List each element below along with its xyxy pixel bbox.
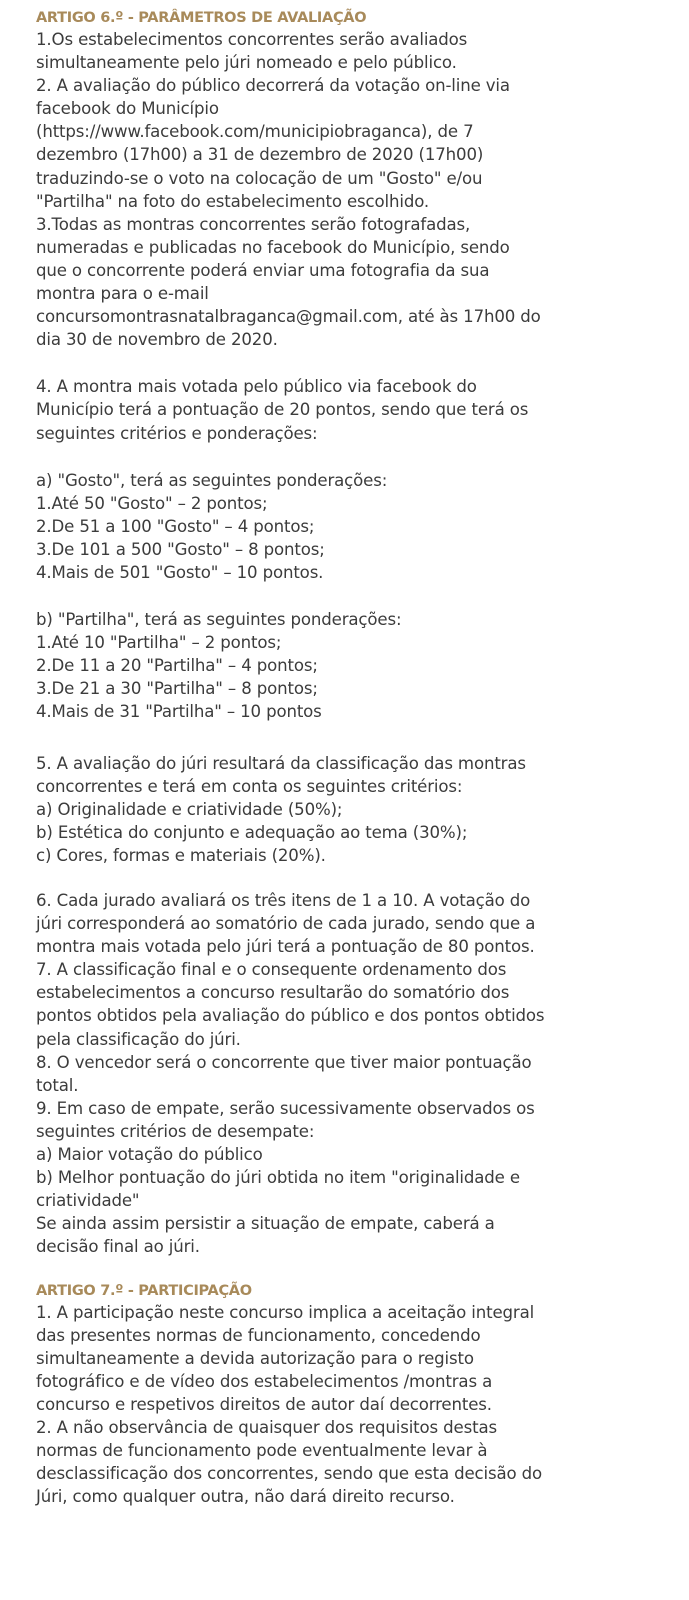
text-line: 3.Todas as montras concorrentes serão fotografadas, bbox=[36, 214, 471, 234]
spacer bbox=[36, 445, 676, 469]
list-item: b) "Partilha", terá as seguintes ponderações: bbox=[36, 610, 402, 630]
email-line: concursomontrasnatalbraganca@gmail.com, até às 17h00 do bbox=[36, 307, 541, 327]
spacer bbox=[36, 724, 676, 752]
text-line: Júri, como qualquer outra, não dará direito recurso. bbox=[36, 1487, 455, 1507]
spacer bbox=[36, 1259, 676, 1281]
text-line: 6. Cada jurado avaliará os três itens de 1 a 10. A votação do bbox=[36, 891, 531, 910]
text-line: montra mais votada pelo júri terá a pontuação de 80 pontos. bbox=[36, 937, 535, 957]
text-line: criatividade" bbox=[36, 1191, 140, 1211]
partilha-criteria-list bbox=[36, 608, 676, 723]
text-line: 5. A avaliação do júri resultará da classificação das montras bbox=[36, 753, 526, 773]
list-item: 3.De 21 a 30 "Partilha" – 8 pontos; bbox=[36, 679, 318, 699]
article-6-paragraph-6-9 bbox=[36, 889, 676, 1259]
article-7-paragraphs bbox=[36, 1301, 676, 1509]
spacer bbox=[36, 351, 676, 375]
text-line: facebook do Município bbox=[36, 99, 219, 119]
text-line: montra para o e-mail bbox=[36, 284, 209, 304]
text-line: 1.Os estabelecimentos concorrentes serão avaliados bbox=[36, 30, 468, 49]
article-7-heading: ARTIGO 7.º - PARTICIPAÇÃO bbox=[36, 1282, 252, 1299]
list-item: b) Melhor pontuação do júri obtida no item "originalidade e bbox=[36, 1168, 520, 1188]
text-line: das presentes normas de funcionamento, concedendo bbox=[36, 1325, 481, 1345]
document-body bbox=[36, 8, 676, 1508]
text-line: dezembro (17h00) a 31 de dezembro de 2020 (17h00) bbox=[36, 145, 484, 165]
text-line: dia 30 de novembro de 2020. bbox=[36, 330, 278, 350]
text-line: "Partilha" na foto do estabelecimento escolhido. bbox=[36, 191, 430, 211]
list-item: 3.De 101 a 500 "Gosto" – 8 pontos; bbox=[36, 539, 325, 559]
text-line: que o concorrente poderá enviar uma fotografia da sua bbox=[36, 260, 490, 280]
list-item: 4.Mais de 501 "Gosto" – 10 pontos. bbox=[36, 562, 324, 582]
list-item: 4.Mais de 31 "Partilha" – 10 pontos bbox=[36, 702, 322, 722]
list-item: 1.Até 10 "Partilha" – 2 pontos; bbox=[36, 633, 282, 653]
article-6-paragraph-5 bbox=[36, 752, 676, 867]
text-line: estabelecimentos a concurso resultarão do somatório dos bbox=[36, 983, 510, 1003]
text-line: concurso e respetivos direitos de autor daí decorrentes. bbox=[36, 1394, 492, 1414]
text-line: concorrentes e terá em conta os seguintes critérios: bbox=[36, 776, 463, 796]
text-line: 1. A participação neste concurso implica a aceitação integral bbox=[36, 1302, 535, 1322]
list-item: 2.De 11 a 20 "Partilha" – 4 pontos; bbox=[36, 656, 318, 676]
text-line: 2. A avaliação do público decorrerá da votação on-line via bbox=[36, 76, 510, 96]
text-line: fotográfico e de vídeo dos estabelecimentos /montras a bbox=[36, 1371, 493, 1391]
gosto-criteria-list bbox=[36, 469, 676, 584]
text-line: Se ainda assim persistir a situação de empate, caberá a bbox=[36, 1214, 495, 1234]
text-line: pontos obtidos pela avaliação do público e dos pontos obtidos bbox=[36, 1006, 545, 1026]
text-line: seguintes critérios de desempate: bbox=[36, 1121, 315, 1141]
text-line: pela classificação do júri. bbox=[36, 1029, 241, 1049]
text-line: 9. Em caso de empate, serão sucessivamente observados os bbox=[36, 1098, 535, 1118]
article-6-paragraph-4 bbox=[36, 375, 676, 444]
text-line: total. bbox=[36, 1075, 79, 1095]
text-line: 2. A não observância de quaisquer dos requisitos destas bbox=[36, 1417, 497, 1437]
spacer bbox=[36, 867, 676, 889]
text-line: 4. A montra mais votada pelo público via facebook do bbox=[36, 377, 477, 397]
list-item: b) Estética do conjunto e adequação ao tema (30%); bbox=[36, 822, 468, 842]
article-6-paragraph-1-3 bbox=[36, 28, 676, 351]
list-item: 2.De 51 a 100 "Gosto" – 4 pontos; bbox=[36, 516, 315, 536]
list-item: a) Maior votação do público bbox=[36, 1145, 263, 1165]
text-line: desclassificação dos concorrentes, sendo que esta decisão do bbox=[36, 1464, 543, 1484]
text-line: júri corresponderá ao somatório de cada jurado, sendo que a bbox=[36, 914, 536, 934]
text-line: Município terá a pontuação de 20 pontos, sendo que terá os bbox=[36, 400, 529, 420]
list-item: 1.Até 50 "Gosto" – 2 pontos; bbox=[36, 493, 268, 513]
text-line: simultaneamente a devida autorização para o registo bbox=[36, 1348, 474, 1368]
text-line: simultaneamente pelo júri nomeado e pelo público. bbox=[36, 53, 457, 73]
spacer bbox=[36, 584, 676, 608]
text-line: seguintes critérios e ponderações: bbox=[36, 423, 318, 443]
text-line: traduzindo-se o voto na colocação de um "Gosto" e/ou bbox=[36, 168, 483, 188]
text-line: 8. O vencedor será o concorrente que tiver maior pontuação bbox=[36, 1052, 532, 1072]
list-item: a) Originalidade e criatividade (50%); bbox=[36, 799, 343, 819]
article-6-heading: ARTIGO 6.º - PARÂMETROS DE AVALIAÇÃO bbox=[36, 10, 367, 26]
text-line: numeradas e publicadas no facebook do Município, sendo bbox=[36, 237, 510, 257]
text-line: 7. A classificação final e o consequente ordenamento dos bbox=[36, 960, 507, 980]
list-item: a) "Gosto", terá as seguintes ponderações: bbox=[36, 470, 388, 490]
text-line: normas de funcionamento pode eventualmente levar à bbox=[36, 1441, 488, 1461]
text-line: (https://www.facebook.com/municipiobraganca), de 7 bbox=[36, 122, 474, 142]
list-item: c) Cores, formas e materiais (20%). bbox=[36, 845, 326, 865]
text-line: decisão final ao júri. bbox=[36, 1237, 200, 1257]
